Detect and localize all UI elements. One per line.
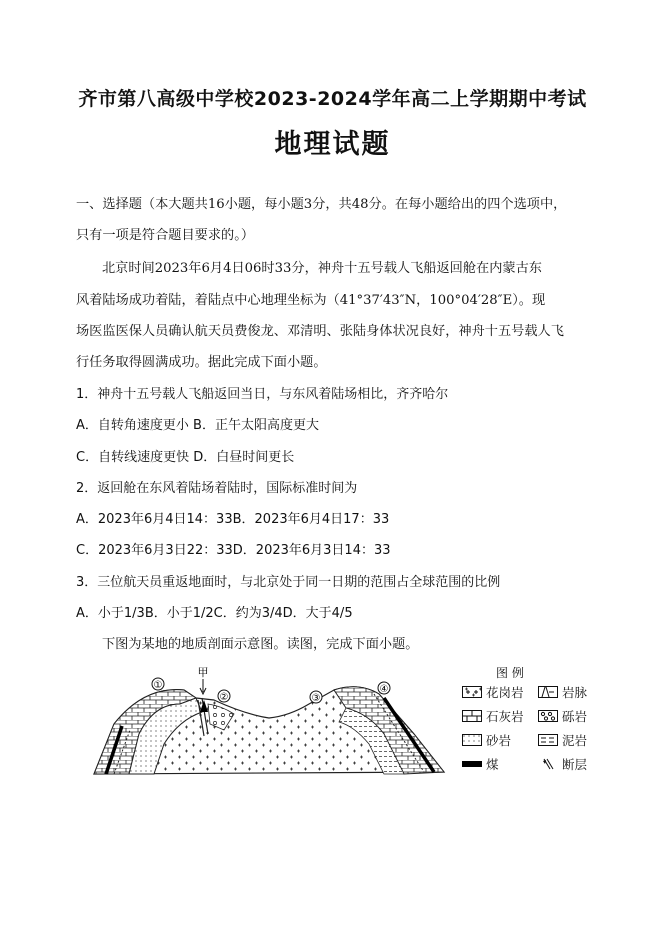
marker-3: ③: [311, 693, 321, 704]
legend-label-limestone: 石灰岩: [486, 709, 524, 724]
legend-label-fault: 断层: [562, 757, 588, 772]
question-1-stem: 1．神舟十五号载人飞船返回当日，与东风着陆场相比，齐齐哈尔: [76, 387, 449, 402]
sandstone-icon: [462, 734, 482, 746]
passage-line1: 北京时间2023年6月4日06时33分，神舟十五号载人飞船返回舱在内蒙古东: [102, 261, 542, 276]
legend-label-granite: 花岗岩: [486, 685, 524, 700]
legend-label-sandstone: 砂岩: [486, 733, 512, 748]
figure-legend: [462, 664, 602, 774]
question-3-stem: 3．三位航天员重返地面时，与北京处于同一日期的范围占全球范围的比例: [76, 575, 501, 590]
question-2-options-ab: A．2023年6月4日14：33B．2023年6月4日17：33: [76, 512, 390, 527]
legend-item-sandstone: [462, 732, 511, 748]
geologic-cross-section: [84, 664, 464, 784]
granite-icon: [462, 686, 482, 698]
passage-line3: 场医监医保人员确认航天员费俊龙、邓清明、张陆身体状况良好，神舟十五号载人飞: [76, 324, 564, 339]
legend-item-fault: [538, 756, 587, 772]
figure-intro: 下图为某地的地质剖面示意图。读图，完成下面小题。: [102, 637, 419, 652]
passage-line4: 行任务取得圆满成功。据此完成下面小题。: [76, 355, 327, 370]
limestone-icon: [462, 710, 482, 722]
school-title: 齐市第八高级中学校2023-2024学年高二上学期期中考试: [78, 88, 587, 110]
jia-label: 甲: [197, 666, 209, 679]
passage-line2: 风着陆场成功着陆，着陆点中心地理坐标为（41°37′43″N，100°04′28″E）。现: [76, 293, 546, 308]
question-3-options: A．小于1/3B．小于1/2C．约为3/4D．大于4/5: [76, 606, 353, 621]
fault-icon: [538, 758, 558, 770]
legend-item-granite: [462, 684, 524, 700]
section-instruction-line2: 只有一项是符合题目要求的。）: [76, 228, 255, 243]
legend-title: 图 例: [496, 666, 524, 680]
conglomerate-icon: [538, 710, 558, 722]
dike-icon: [538, 686, 558, 698]
legend-label-coal: 煤: [486, 757, 499, 772]
section-instruction-line1: 一、选择题（本大题共16小题，每小题3分，共48分。在每小题给出的四个选项中，: [76, 197, 567, 212]
question-2-stem: 2．返回舱在东风着陆场着陆时，国际标准时间为: [76, 481, 358, 496]
legend-item-coal: [462, 756, 499, 772]
legend-label-dike: 岩脉: [562, 685, 588, 700]
coal-icon: [462, 758, 482, 770]
marker-1: ①: [153, 680, 163, 691]
question-2-options-cd: C．2023年6月3日22：33D．2023年6月3日14：33: [76, 543, 391, 558]
mudstone-icon: [538, 734, 558, 746]
question-1-options-ab: A．自转角速度更小 B．正午太阳高度更大: [76, 418, 319, 433]
legend-item-conglomerate: [538, 708, 587, 724]
question-1-options-cd: C．自转线速度更快 D．白昼时间更长: [76, 450, 295, 465]
legend-item-dike: [538, 684, 587, 700]
legend-item-mudstone: [538, 732, 587, 748]
legend-label-conglomerate: 砾岩: [562, 709, 588, 724]
marker-4: ④: [379, 684, 389, 695]
subject-title: 地理试题: [274, 129, 391, 160]
marker-2: ②: [219, 692, 229, 703]
legend-label-mudstone: 泥岩: [562, 733, 588, 748]
legend-item-limestone: [462, 708, 524, 724]
